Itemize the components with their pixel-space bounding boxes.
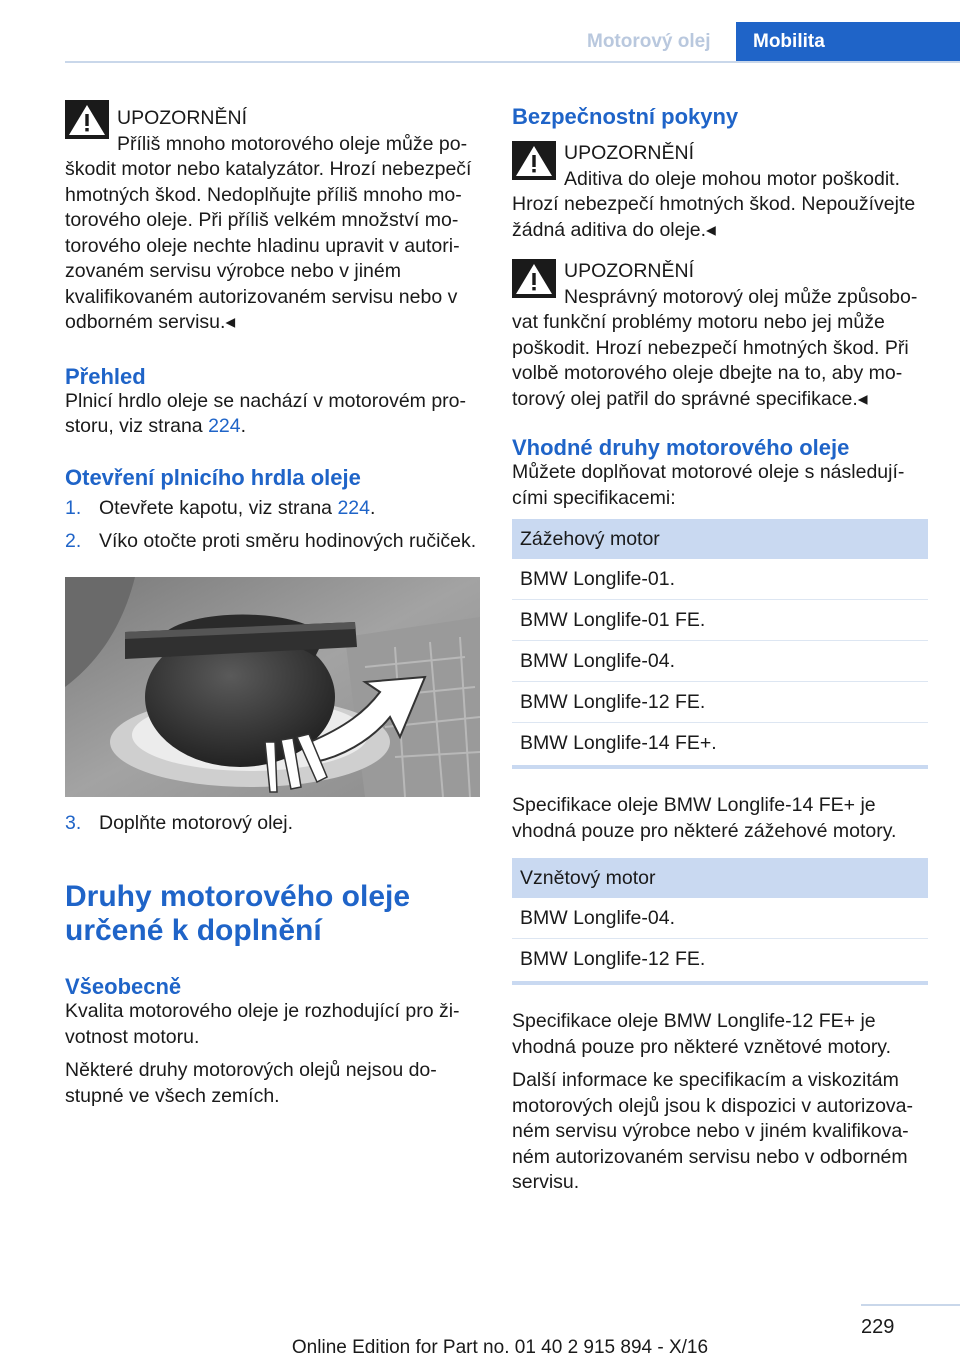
header-section-label: Motorový olej (587, 31, 711, 52)
edition-footer: Online Edition for Part no. 01 40 2 915 894 - X/16 (291, 1337, 709, 1358)
suitable-oils-heading: Vhodné druhy motorového oleje (512, 435, 850, 460)
warning-label: UPOZORNĚNÍ (117, 107, 248, 129)
list-item: 1. Otevřete kapotu, viz strana 224. (65, 496, 376, 519)
petrol-spec-table (512, 519, 928, 763)
opening-steps (65, 496, 480, 555)
oil-cap-illustration (65, 577, 480, 797)
header-chapter-tab: Mobilita (736, 22, 960, 62)
table-row: BMW Longlife-12 FE. (512, 682, 928, 723)
table-end-rule (512, 981, 928, 985)
warning-wrong-oil (512, 259, 928, 412)
oil-types-heading: Druhy motorového oleje určené k doplnění (65, 880, 411, 947)
overview-text: Plnicí hrdlo oleje se nachází v motorovém prostoru, viz strana 224. (65, 389, 467, 437)
warning-text: Nesprávný motorový olej může způsobovat funkční problémy motoru nebo jej může poškodit. Hrozí nebezpečí hmotných škod. Při volbě motorového oleje dbejte na to, aby motorový olej patřil do správné specifikace.◂ (512, 285, 918, 410)
safety-heading: Bezpečnostní pokyny (512, 104, 739, 129)
warning-text: Příliš mnoho motorového oleje může poškodit motor nebo katalyzátor. Hrozí nebezpečí hmotných škod. Nedoplňujte příliš mnoho motorového oleje. Při příliš velkém množství motorového oleje nechte hladinu upravit v autorizovaném servisu výrobce nebo v jiném kvalifikovaném autorizovaném servisu nebo v odborném servisu.◂ (65, 132, 472, 333)
footer-rule (861, 1304, 960, 1306)
warning-label: UPOZORNĚNÍ (564, 260, 695, 282)
table-row: BMW Longlife-14 FE+. (520, 731, 717, 754)
general-heading: Všeobecně (65, 974, 182, 999)
warning-additives (512, 141, 928, 243)
warning-label: UPOZORNĚNÍ (564, 142, 695, 164)
list-item: 3. Doplňte motorový olej. (65, 811, 294, 834)
more-info: Další informace ke specifikacím a viskozitám motorových olejů jsou k dispozici v autorizovaném servisu výrobce nebo v jiném kvalifikovaném autorizovaném servisu nebo v odborném servisu. (512, 1069, 914, 1193)
table-header: Vznětový motor (512, 858, 928, 898)
page-number: 229 (861, 1316, 895, 1338)
table-row: BMW Longlife-01 FE. (512, 600, 928, 641)
table-end-rule (512, 765, 928, 769)
petrol-note: Specifikace oleje BMW Longlife-14 FE+ je vhodná pouze pro některé zážehové motory. (512, 794, 897, 842)
warning-triangle-icon (65, 100, 109, 139)
page-ref-link[interactable]: 224 (208, 415, 241, 437)
overview-heading: Přehled (65, 363, 146, 389)
list-item: 2. Víko otočte proti směru hodinových ručiček. (65, 530, 477, 552)
right-column (512, 103, 928, 1196)
warning-overfill (65, 100, 480, 336)
left-column (65, 100, 480, 1109)
warning-triangle-icon (512, 259, 556, 298)
suitable-intro: Můžete doplňovat motorové oleje s následujícími specifikacemi: (512, 461, 905, 509)
warning-text: Aditiva do oleje mohou motor poškodit. Hrozí nebezpečí hmotných škod. Nepoužívejte žádná aditiva do oleje.◂ (512, 167, 916, 241)
table-row: BMW Longlife-04. (512, 898, 928, 939)
oil-cap-photo (65, 577, 480, 797)
table-row: BMW Longlife-01. (512, 559, 928, 600)
diesel-spec-table (512, 858, 928, 979)
diesel-note: Specifikace oleje BMW Longlife-12 FE+ je vhodná pouze pro některé vznětové motory. (512, 1010, 892, 1058)
table-row: BMW Longlife-12 FE. (520, 947, 706, 970)
opening-heading: Otevření plnicího hrdla oleje (65, 464, 361, 490)
table-row: BMW Longlife-04. (512, 641, 928, 682)
warning-triangle-icon (512, 141, 556, 180)
general-para-2: Některé druhy motorových olejů nejsou dostupné ve všech zemích. (65, 1059, 437, 1107)
page-ref-link[interactable]: 224 (337, 496, 370, 519)
opening-step-3 (65, 811, 480, 837)
table-header: Zážehový motor (512, 519, 928, 559)
header-rule (65, 61, 960, 63)
general-para-1: Kvalita motorového oleje je rozhodující pro životnost motoru. (65, 1000, 460, 1048)
